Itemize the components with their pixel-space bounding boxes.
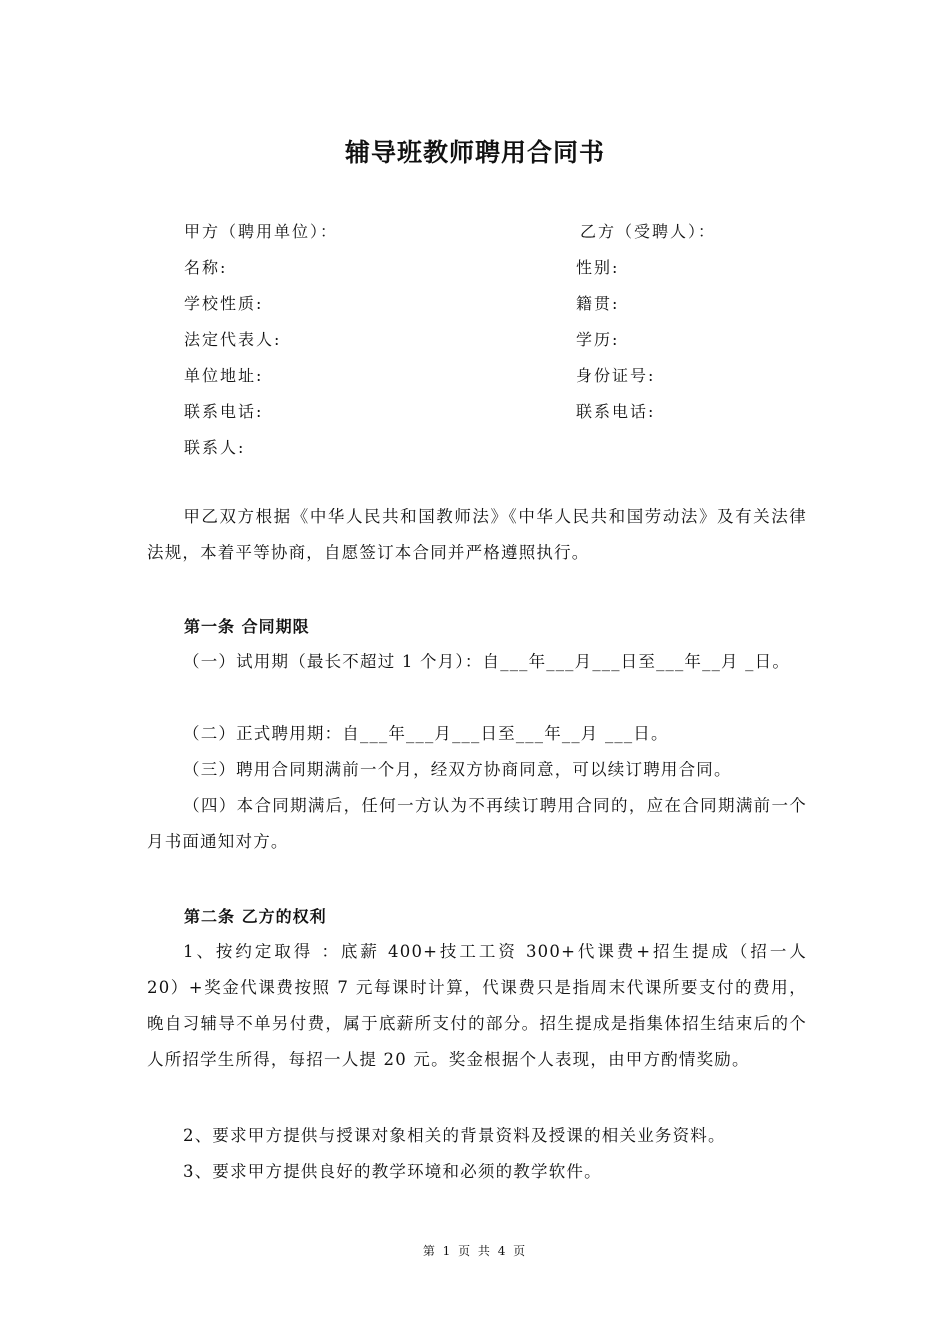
article-2-item-3	[147, 1154, 807, 1190]
page-footer: 第 1 页 共 4 页	[422, 1244, 528, 1258]
party-b-heading: 乙方（受聘人）：	[580, 222, 717, 241]
article-2-item-2	[147, 1118, 807, 1154]
article-1-item-1	[147, 644, 807, 680]
party-b-gender-field: 性别:	[576, 258, 620, 277]
party-b-phone-field: 联系电话:	[576, 402, 656, 421]
article-1-item-2	[147, 716, 807, 752]
article-2-item-1-text: 1、按约定取得 ：底薪 400+技工工资 300+代课费+招生提成（招一人 20）+奖金代课费按照 7 元每课时计算，代课费只是指周末代课所要支付的费用，晚自习辅导不单另付费，属于底薪所支付的部分。招生提成是指集体招生结束后的个人所招学生所得，每招一人提 20 元。奖金根据个人表现，由甲方酌情奖励。	[147, 942, 807, 1069]
party-b-id-number-field: 身份证号:	[576, 366, 656, 385]
article-1-item-3	[147, 752, 807, 788]
article-1-item-4	[147, 788, 807, 860]
article-2-item-2-text: 2、要求甲方提供与授课对象相关的背景资料及授课的相关业务资料。	[183, 1126, 726, 1145]
article-1-item-2-text: （二）正式聘用期：自___年___月___日至___年__月 ___日。	[183, 724, 669, 743]
article-2-item-3-text: 3、要求甲方提供良好的教学环境和必须的教学软件。	[183, 1162, 602, 1181]
article-2-item-1	[147, 934, 807, 1078]
article-1-item-3-text: （三）聘用合同期满前一个月，经双方协商同意，可以续订聘用合同。	[183, 760, 732, 779]
party-a-phone-field: 联系电话:	[184, 402, 264, 421]
article-1-item-1-text: （一）试用期（最长不超过 1 个月）：自___年___月___日至___年__月 _日。	[183, 652, 791, 671]
party-a-address-field: 单位地址:	[184, 366, 264, 385]
party-b-hometown-field: 籍贯:	[576, 294, 620, 313]
party-a-legal-rep-field: 法定代表人:	[184, 330, 282, 349]
intro-paragraph	[147, 499, 807, 571]
intro-text: 甲乙双方根据《中华人民共和国教师法》《中华人民共和国劳动法》及有关法律法规，本着平等协商，自愿签订本合同并严格遵照执行。	[147, 507, 807, 562]
article-2-heading: 第二条 乙方的权利	[184, 907, 327, 926]
party-b-education-field: 学历:	[576, 330, 620, 349]
article-1-heading: 第一条 合同期限	[184, 617, 310, 636]
party-a-name-field: 名称:	[184, 258, 228, 277]
party-a-heading: 甲方（聘用单位）：	[184, 222, 339, 241]
article-1-item-4-text: （四）本合同期满后，任何一方认为不再续订聘用合同的，应在合同期满前一个月书面通知对方。	[147, 796, 807, 851]
party-a-contact-field: 联系人:	[184, 438, 246, 457]
party-a-school-type-field: 学校性质:	[184, 294, 264, 313]
document-title: 辅导班教师聘用合同书	[344, 138, 605, 167]
